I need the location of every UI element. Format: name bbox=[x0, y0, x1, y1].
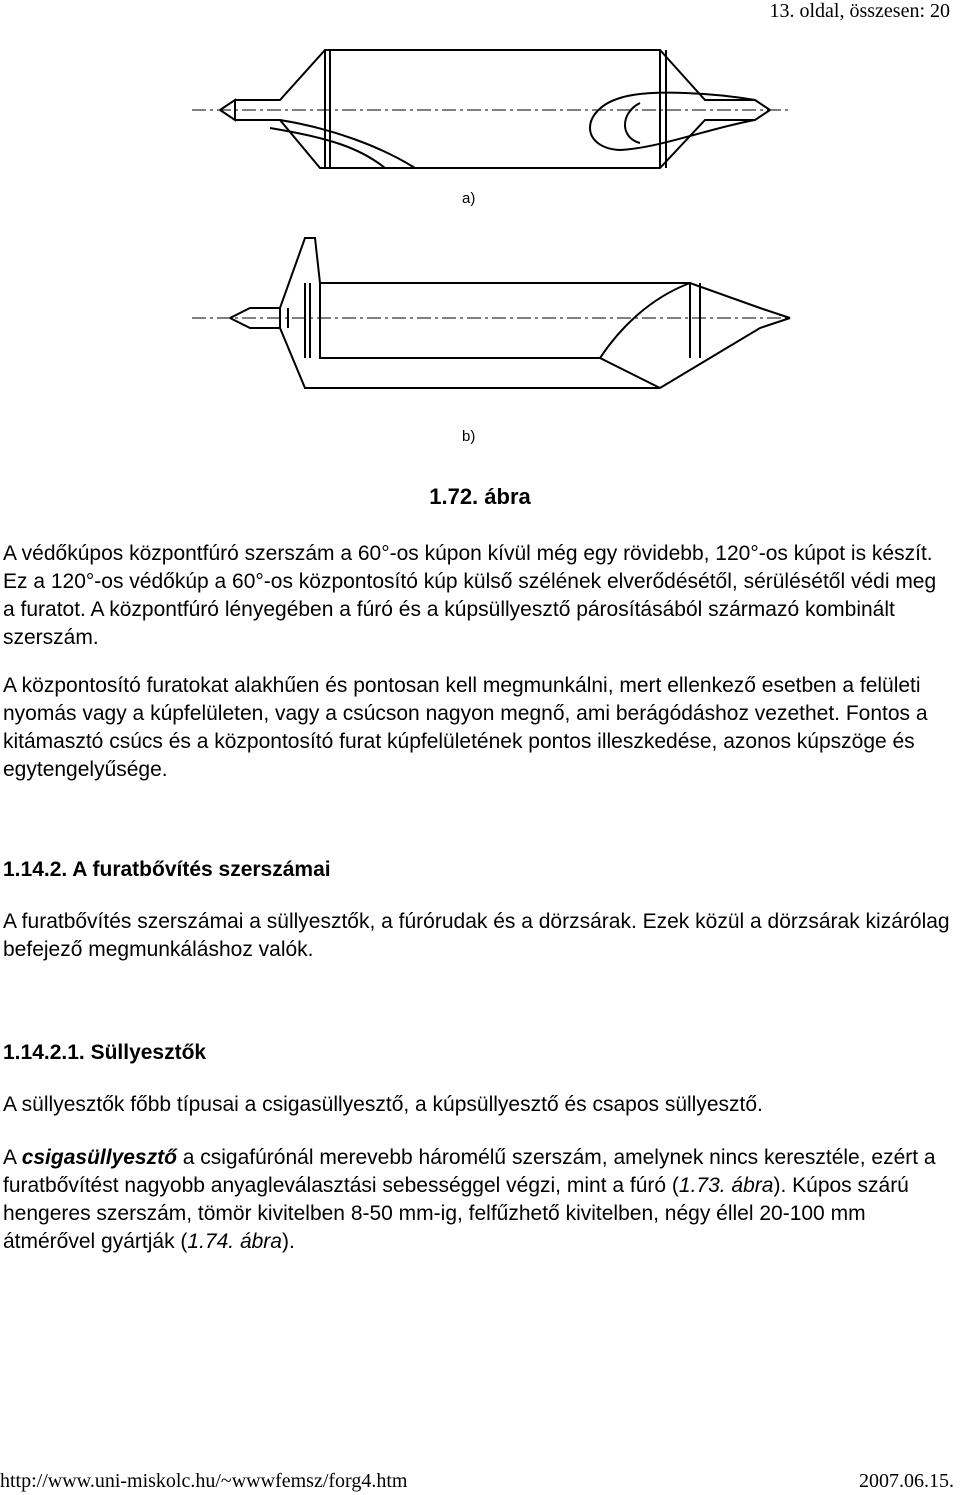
text-span: ). Kúpos szárú hengeres szerszám, tömör kivitelben 8-50 mm-ig, felfűzhető kivitelben, négy éllel 20-100 mm átmérővel gyártják ( bbox=[3, 1174, 909, 1253]
term-spiral-countersink: csigasüllyesztő bbox=[21, 1146, 177, 1169]
drawing-a bbox=[192, 50, 790, 168]
figure-caption: 1.72. ábra bbox=[429, 484, 531, 509]
text-span: A bbox=[3, 1146, 22, 1169]
section-heading-hole-enlarging-tools: 1.14.2. A furatbővítés szerszámai bbox=[3, 858, 331, 881]
paragraph-countersink-types: A süllyesztők főbb típusai a csigasüllyesztő, a kúpsüllyesztő és csapos süllyesztő. bbox=[3, 1093, 763, 1116]
figure-ref-1-73: 1.73. ábra bbox=[678, 1174, 774, 1197]
paragraph-center-drill: A védőkúpos központfúró szerszám a 60°-os kúpon kívül még egy rövidebb, 120°-os kúpot is készít. Ez a 120°-os védőkúp a 60°-os központosító kúp külső szélének elverődésétől, sérülésétől védi meg a furatot. A központfúró lényegében a fúró és a kúpsüllyesztő párosításából származó kombinált szerszám. bbox=[3, 542, 937, 649]
figure-label-b: b) bbox=[462, 428, 476, 445]
text-span: a csigafúrónál merevebb háromélű szerszám, amelynek nincs keresztéle, ezért a furatbővítést nagyobb anyagleválasztási sebességgel végzi, mint a fúró ( bbox=[3, 1146, 936, 1197]
paragraph-centering-holes: A központosító furatokat alakhűen és pontosan kell megmunkálni, mert ellenkező esetben a felületi nyomás vagy a kúpfelületen, vagy a csúcson nagyon megnő, ami berágódáshoz vezethet. Fontos a kitámasztó csúcs és a központosító furat kúpfelületének pontos illeszkedése, azonos kúpszöge és egytengelyűsége. bbox=[3, 674, 928, 781]
section-heading-countersinks: 1.14.2.1. Süllyesztők bbox=[3, 1041, 207, 1064]
figure-ref-1-74: 1.74. ábra bbox=[187, 1230, 282, 1253]
paragraph-spiral-countersink bbox=[3, 1144, 953, 1256]
figure-label-a: a) bbox=[462, 190, 476, 207]
figure-center-drill bbox=[180, 28, 800, 458]
paragraph-hole-enlarging-tools: A furatbővítés szerszámai a süllyesztők, a fúrórudak és a dörzsárak. Ezek közül a dörzsárak kizárólag befejező megmunkáláshoz valók. bbox=[3, 910, 950, 961]
center-drill-drawing bbox=[180, 28, 800, 458]
text-span: ). bbox=[281, 1230, 295, 1253]
page-indicator: 13. oldal, összesen: 20 bbox=[769, 0, 950, 22]
footer-date: 2007.06.15. bbox=[859, 1470, 954, 1492]
drawing-b bbox=[192, 238, 790, 388]
footer-url: http://www.uni-miskolc.hu/~wwwfemsz/forg4.htm bbox=[0, 1470, 408, 1492]
